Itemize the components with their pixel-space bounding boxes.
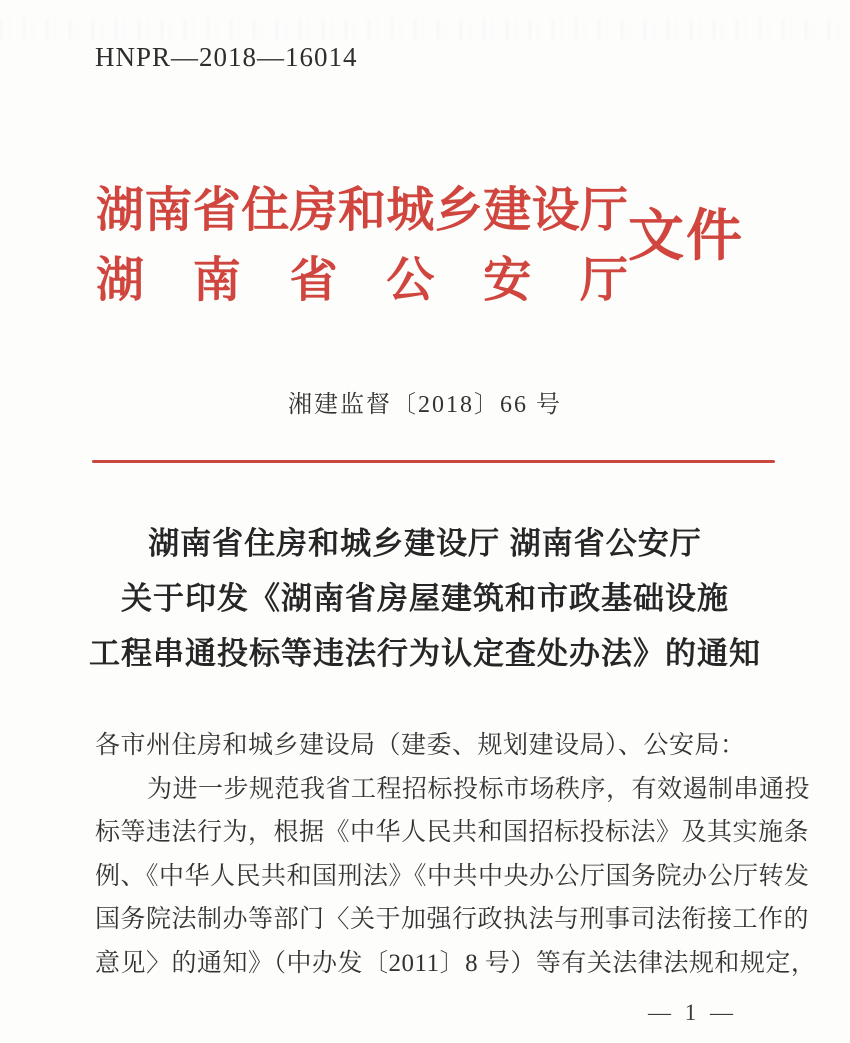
letterhead-document-word: 文件 (628, 204, 744, 267)
body-line: 为进一步规范我省工程招标投标市场秩序，有效遏制串通投 (147, 775, 811, 803)
red-divider-rule (92, 460, 775, 463)
body-line: 例、《中华人民共和国刑法》《中共中央办公厅国务院办公厅转发 (95, 862, 810, 890)
document-ref-code: HNPR—2018—16014 (95, 42, 358, 72)
salutation-line: 各市州住房和城乡建设局（建委、规划建设局）、公安局： (95, 732, 746, 759)
body-line: 意见〉的通知》（中办发〔2011〕8 号）等有关法律法规和规定， (95, 949, 817, 977)
red-letterhead (96, 176, 628, 316)
body-line: 标等违法行为，根据《中华人民共和国招标投标法》及其实施条 (95, 819, 810, 846)
title-line-3: 工程串通投标等违法行为认定查处办法》的通知 (89, 636, 761, 671)
document-number: 湘建监督〔2018〕66 号 (288, 392, 562, 418)
scan-noise-artifact (0, 18, 850, 40)
title-line-1: 湖南省住房和城乡建设厅 湖南省公安厅 (148, 526, 702, 561)
document-body (95, 724, 817, 985)
letterhead-agency-1: 湖南省住房和城乡建设厅 (96, 184, 628, 237)
title-line-2: 关于印发《湖南省房屋建筑和市政基础设施 (121, 581, 729, 616)
letterhead-agency-2: 湖南省公安厅 (96, 254, 628, 307)
page-number: — 1 — (648, 1000, 737, 1025)
body-line: 国务院法制办等部门〈关于加强行政执法与刑事司法衔接工作的 (95, 906, 810, 933)
document-title (0, 516, 850, 681)
